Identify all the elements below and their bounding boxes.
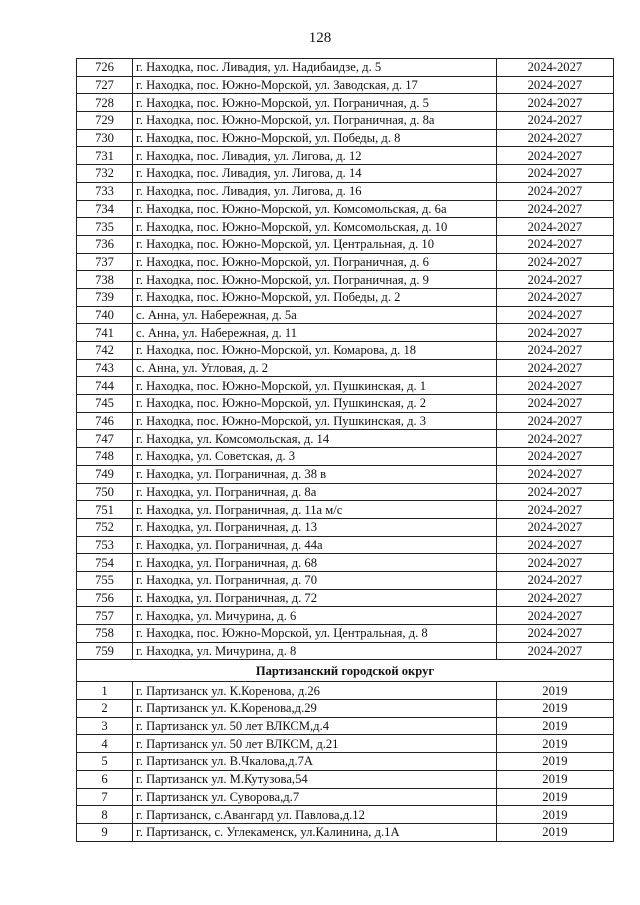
row-number: 735 [77,218,133,236]
row-period: 2024-2027 [496,94,613,112]
row-address: г. Находка, пос. Южно-Морской, ул. Пушкинская, д. 3 [133,412,497,430]
row-period: 2024-2027 [496,200,613,218]
table-row [77,823,614,841]
row-number: 739 [77,288,133,306]
row-address: с. Анна, ул. Угловая, д. 2 [133,359,497,377]
row-number: 753 [77,536,133,554]
row-period: 2024-2027 [496,129,613,147]
row-address: г. Находка, ул. Пограничная, д. 8а [133,483,497,501]
row-address: г. Партизанск ул. В.Чкалова,д.7А [133,753,497,771]
row-address: г. Находка, пос. Южно-Морской, ул. Комарова, д. 18 [133,342,497,360]
row-address: г. Находка, ул. Пограничная, д. 13 [133,518,497,536]
table-row [77,271,614,289]
row-number: 733 [77,182,133,200]
row-address: с. Анна, ул. Набережная, д. 5а [133,306,497,324]
table-row [77,735,614,753]
table-row [77,536,614,554]
row-period: 2024-2027 [496,271,613,289]
row-address: г. Находка, пос. Южно-Морской, ул. Пограничная, д. 9 [133,271,497,289]
table-row [77,448,614,466]
row-address: г. Находка, пос. Южно-Морской, ул. Пушкинская, д. 1 [133,377,497,395]
row-period: 2024-2027 [496,395,613,413]
housing-registry-table [76,58,614,842]
row-number: 755 [77,571,133,589]
row-number: 726 [77,59,133,77]
table-row [77,359,614,377]
row-number: 731 [77,147,133,165]
row-period: 2024-2027 [496,112,613,130]
row-number: 749 [77,465,133,483]
row-period: 2019 [496,682,613,700]
row-period: 2024-2027 [496,218,613,236]
row-number: 756 [77,589,133,607]
table-row [77,554,614,572]
row-period: 2024-2027 [496,306,613,324]
row-period: 2024-2027 [496,642,613,660]
table-row [77,129,614,147]
row-number: 757 [77,607,133,625]
page-number: 128 [308,30,332,46]
row-period: 2024-2027 [496,377,613,395]
row-period: 2024-2027 [496,147,613,165]
row-address: г. Находка, пос. Южно-Морской, ул. Пушкинская, д. 2 [133,395,497,413]
row-period: 2019 [496,735,613,753]
row-address: г. Находка, пос. Южно-Морской, ул. Пограничная, д. 6 [133,253,497,271]
row-number: 4 [77,735,133,753]
row-period: 2024-2027 [496,253,613,271]
row-address: г. Находка, пос. Южно-Морской, ул. Комсомольская, д. 6а [133,200,497,218]
row-number: 754 [77,554,133,572]
table-row [77,571,614,589]
table-row [77,288,614,306]
row-address: г. Находка, ул. Пограничная, д. 11а м/с [133,501,497,519]
row-address: г. Находка, пос. Южно-Морской, ул. Комсомольская, д. 10 [133,218,497,236]
row-number: 7 [77,788,133,806]
row-address: с. Анна, ул. Набережная, д. 11 [133,324,497,342]
row-period: 2024-2027 [496,288,613,306]
row-period: 2024-2027 [496,448,613,466]
row-address: г. Находка, ул. Пограничная, д. 38 в [133,465,497,483]
row-address: г. Партизанск ул. 50 лет ВЛКСМ,д.4 [133,717,497,735]
row-number: 1 [77,682,133,700]
row-address: г. Находка, пос. Южно-Морской, ул. Пограничная, д. 5 [133,94,497,112]
row-number: 744 [77,377,133,395]
row-number: 737 [77,253,133,271]
table-row [77,235,614,253]
table-row [77,182,614,200]
row-period: 2024-2027 [496,235,613,253]
row-number: 3 [77,717,133,735]
row-number: 730 [77,129,133,147]
row-address: г. Партизанск ул. 50 лет ВЛКСМ, д.21 [133,735,497,753]
row-period: 2024-2027 [496,483,613,501]
row-address: г. Находка, пос. Ливадия, ул. Лигова, д. 12 [133,147,497,165]
row-period: 2024-2027 [496,554,613,572]
row-number: 748 [77,448,133,466]
row-period: 2019 [496,788,613,806]
table-row [77,218,614,236]
row-number: 732 [77,165,133,183]
row-address: г. Партизанск ул. М.Кутузова,54 [133,770,497,788]
row-period: 2019 [496,770,613,788]
table-row [77,306,614,324]
row-number: 758 [77,625,133,643]
row-address: г. Партизанск ул. Суворова,д.7 [133,788,497,806]
section-header-row [77,660,614,682]
table-row [77,518,614,536]
row-address: г. Находка, ул. Мичурина, д. 6 [133,607,497,625]
row-address: г. Находка, ул. Комсомольская, д. 14 [133,430,497,448]
table-row [77,642,614,660]
table-row [77,165,614,183]
table-row [77,412,614,430]
table-row [77,147,614,165]
partizansk-rows [77,682,614,841]
row-number: 728 [77,94,133,112]
row-period: 2019 [496,753,613,771]
table-row [77,112,614,130]
row-number: 759 [77,642,133,660]
row-period: 2024-2027 [496,501,613,519]
table-row [77,753,614,771]
table-row [77,682,614,700]
row-address: г. Находка, пос. Ливадия, ул. Надибаидзе, д. 5 [133,59,497,77]
table-row [77,700,614,718]
row-period: 2019 [496,823,613,841]
row-address: г. Партизанск, с.Авангард ул. Павлова,д.12 [133,806,497,824]
table-row [77,395,614,413]
row-period: 2019 [496,700,613,718]
table-row [77,342,614,360]
row-address: г. Находка, пос. Южно-Морской, ул. Центральная, д. 8 [133,625,497,643]
table-row [77,770,614,788]
row-period: 2024-2027 [496,182,613,200]
row-number: 5 [77,753,133,771]
row-number: 738 [77,271,133,289]
table-row [77,200,614,218]
row-address: г. Находка, ул. Пограничная, д. 72 [133,589,497,607]
table-row [77,430,614,448]
row-number: 750 [77,483,133,501]
row-number: 743 [77,359,133,377]
row-address: г. Находка, пос. Ливадия, ул. Лигова, д. 16 [133,182,497,200]
row-address: г. Партизанск ул. К.Коренова,д.29 [133,700,497,718]
row-period: 2019 [496,717,613,735]
table-row [77,76,614,94]
row-period: 2024-2027 [496,430,613,448]
table-row [77,324,614,342]
row-number: 740 [77,306,133,324]
row-address: г. Находка, ул. Пограничная, д. 68 [133,554,497,572]
row-number: 734 [77,200,133,218]
row-period: 2024-2027 [496,536,613,554]
table-row [77,59,614,77]
row-number: 751 [77,501,133,519]
table-row [77,465,614,483]
row-address: г. Находка, ул. Советская, д. 3 [133,448,497,466]
row-number: 2 [77,700,133,718]
row-period: 2024-2027 [496,465,613,483]
table-row [77,607,614,625]
row-address: г. Находка, ул. Мичурина, д. 8 [133,642,497,660]
row-number: 745 [77,395,133,413]
row-address: г. Находка, ул. Пограничная, д. 44а [133,536,497,554]
table-row [77,717,614,735]
table-row [77,483,614,501]
row-number: 8 [77,806,133,824]
row-period: 2024-2027 [496,589,613,607]
row-period: 2024-2027 [496,607,613,625]
table-row [77,806,614,824]
table-row [77,589,614,607]
row-number: 6 [77,770,133,788]
row-period: 2024-2027 [496,324,613,342]
row-number: 742 [77,342,133,360]
row-number: 736 [77,235,133,253]
row-address: г. Находка, пос. Южно-Морской, ул. Победы, д. 2 [133,288,497,306]
row-address: г. Находка, ул. Пограничная, д. 70 [133,571,497,589]
row-address: г. Находка, пос. Ливадия, ул. Лигова, д. 14 [133,165,497,183]
row-address: г. Находка, пос. Южно-Морской, ул. Победы, д. 8 [133,129,497,147]
row-period: 2024-2027 [496,359,613,377]
nakhodka-rows [77,59,614,660]
row-number: 741 [77,324,133,342]
row-number: 729 [77,112,133,130]
row-period: 2024-2027 [496,76,613,94]
row-address: г. Находка, пос. Южно-Морской, ул. Заводская, д. 17 [133,76,497,94]
row-number: 9 [77,823,133,841]
row-period: 2019 [496,806,613,824]
row-address: г. Находка, пос. Южно-Морской, ул. Пограничная, д. 8а [133,112,497,130]
table-row [77,377,614,395]
row-address: г. Партизанск, с. Углекаменск, ул.Калинина, д.1А [133,823,497,841]
table-row [77,94,614,112]
table-row [77,788,614,806]
row-period: 2024-2027 [496,59,613,77]
row-period: 2024-2027 [496,518,613,536]
row-period: 2024-2027 [496,625,613,643]
row-number: 752 [77,518,133,536]
row-period: 2024-2027 [496,342,613,360]
table-row [77,253,614,271]
row-period: 2024-2027 [496,571,613,589]
row-period: 2024-2027 [496,412,613,430]
row-address: г. Партизанск ул. К.Коренова, д.26 [133,682,497,700]
table-row [77,625,614,643]
row-number: 746 [77,412,133,430]
row-address: г. Находка, пос. Южно-Морской, ул. Центральная, д. 10 [133,235,497,253]
table-row [77,501,614,519]
section-title: Партизанский городской округ [77,660,614,682]
row-number: 747 [77,430,133,448]
row-period: 2024-2027 [496,165,613,183]
row-number: 727 [77,76,133,94]
